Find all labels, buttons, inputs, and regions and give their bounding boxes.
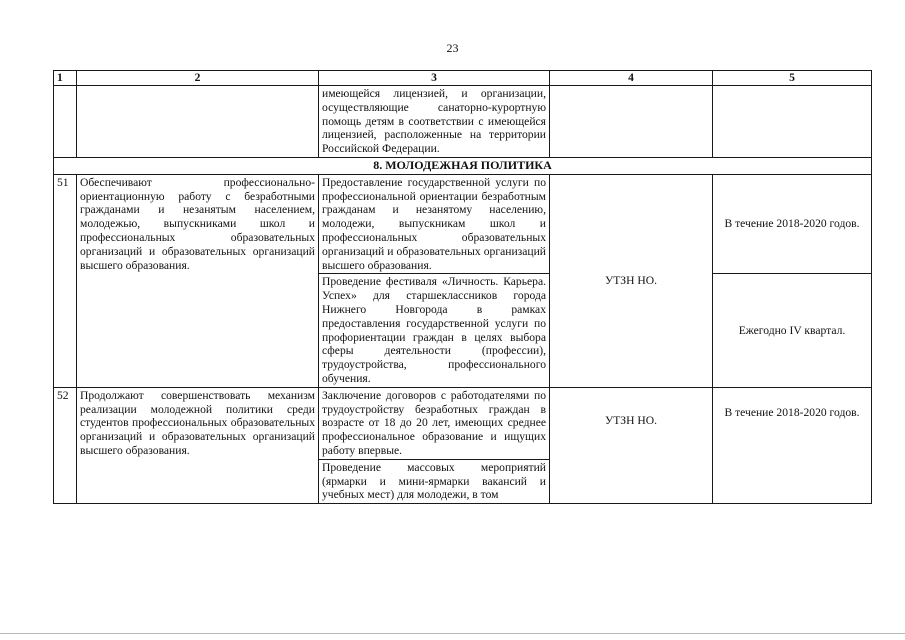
section-row [54,157,872,174]
header-col-2: 2 [77,71,319,86]
page-number: 23 [446,41,459,55]
table-row [54,174,872,274]
row-activity: Предоставление государственной услуги по профессиональной ориентации безработным гражданам и незанятому населению, молодежи, выпускникам школ и профессиональных образовательных организаций и образовательных организаций высшего образования. [319,174,550,274]
header-col-1: 1 [54,71,77,86]
row-task: Обеспечивают профессионально-ориентационную работу с безработными гражданами и незанятым населением, молодежью, выпускниками школ и профессиональных образовательных организаций и образовательных организаций высшего образования. [77,174,319,387]
table-row [54,387,872,459]
header-col-3: 3 [319,71,550,86]
page-edge-line [0,633,905,634]
continuation-responsible [550,86,713,158]
table-header-row [54,71,872,86]
continuation-deadline [713,86,872,158]
continuation-num [54,86,77,158]
measures-table [53,70,872,504]
row-deadline: Ежегодно IV квартал. [713,274,872,387]
row-responsible: УТЗН НО. [550,387,713,503]
header-col-5: 5 [713,71,872,86]
continuation-task [77,86,319,158]
row-activity: Проведение фестиваля «Личность. Карьера. Успех» для старшеклассников города Нижнего Новгорода в рамках предоставления государственной услуги по профориентации граждан в целях выбора сферы деятельности (профессии), трудоустройства, профессионального обучения. [319,274,550,387]
continuation-row [54,86,872,158]
row-number: 51 [54,174,77,387]
row-deadline: В течение 2018-2020 годов. [713,174,872,274]
header-col-4: 4 [550,71,713,86]
row-responsible: УТЗН НО. [550,174,713,387]
row-activity: Проведение массовых мероприятий (ярмарки и мини-ярмарки вакансий и учебных мест) для молодежи, в том [319,459,550,503]
continuation-activity: имеющейся лицензией, и организации, осуществляющие санаторно-курортную помощь детям в соответствии с имеющейся лицензией, расположенные на территории Российской Федерации. [319,86,550,158]
row-deadline: В течение 2018-2020 годов. [713,387,872,503]
row-activity: Заключение договоров с работодателями по трудоустройству безработных граждан в возрасте от 18 до 20 лет, имеющих среднее профессиональное образование и ищущих работу впервые. [319,387,550,459]
row-task: Продолжают совершенствовать механизм реализации молодежной политики среди студентов профессиональных образовательных организаций и образовательных организаций высшего образования. [77,387,319,503]
row-number: 52 [54,387,77,503]
section-title: 8. МОЛОДЕЖНАЯ ПОЛИТИКА [54,157,872,174]
